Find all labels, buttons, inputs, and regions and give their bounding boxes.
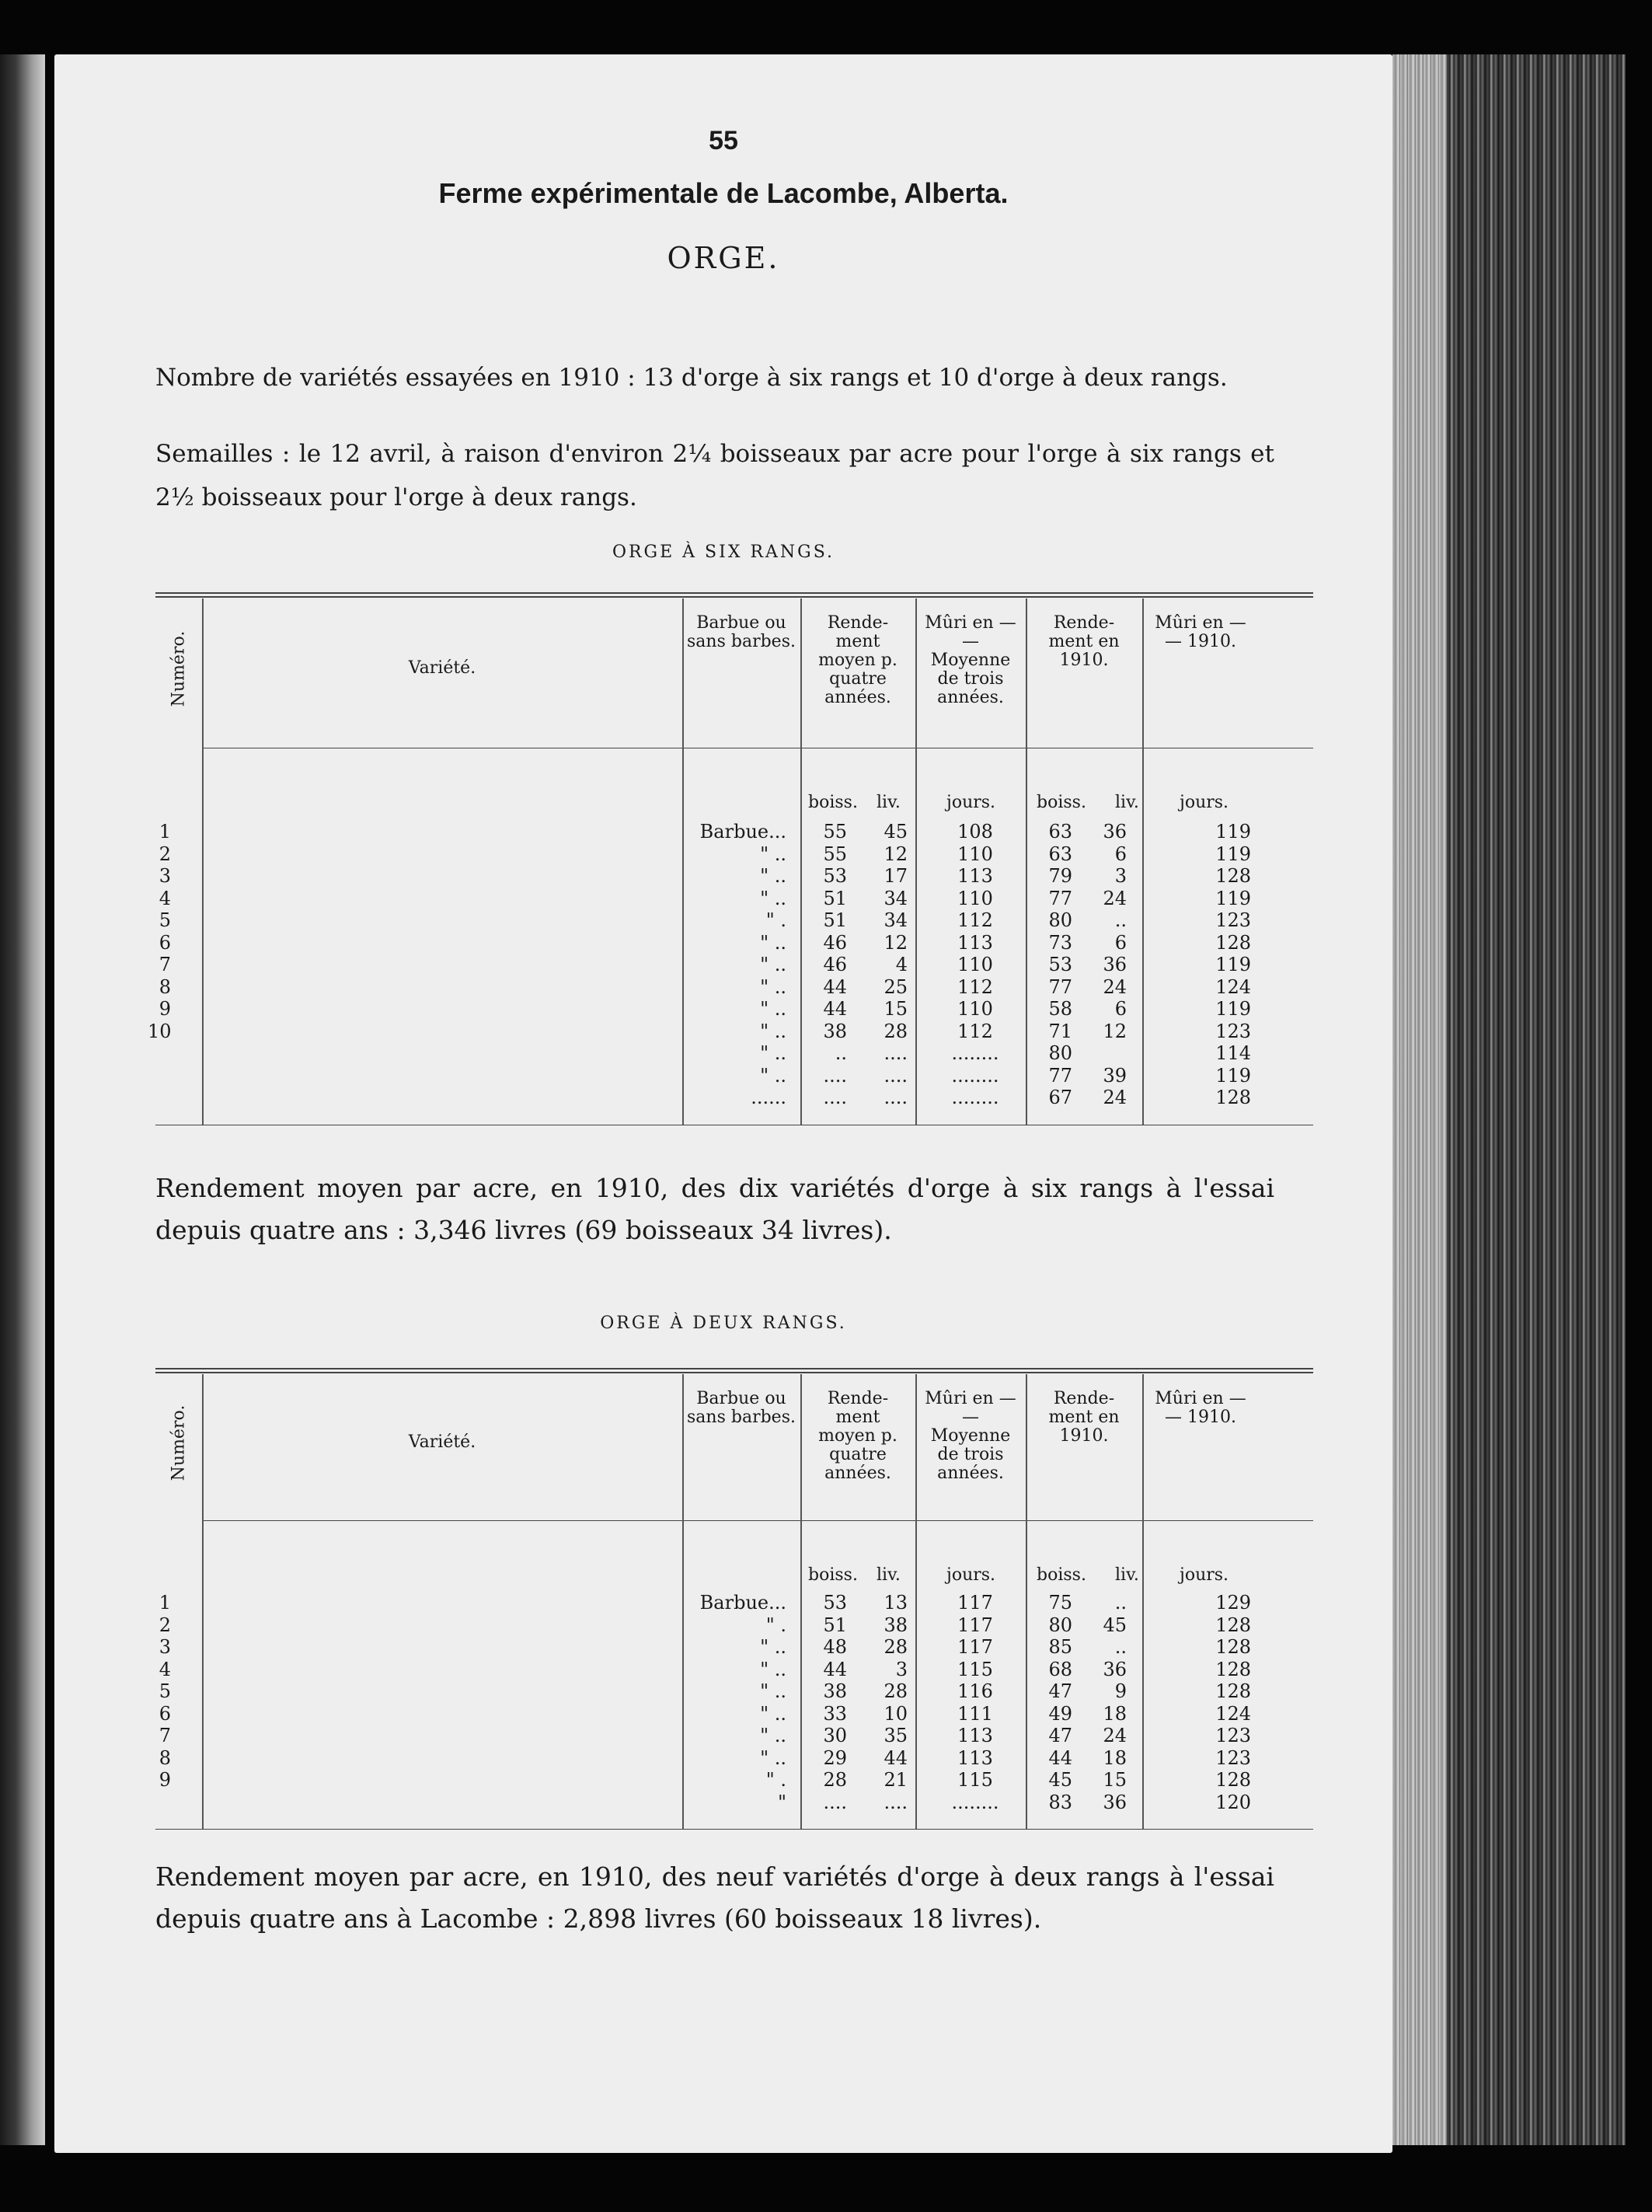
awned-cell: " ..: [760, 843, 786, 865]
row-number: 9: [159, 998, 171, 1020]
avg-maturity-cell: 117: [957, 1614, 993, 1636]
yield-1910-liv-cell: 18: [1103, 1702, 1127, 1725]
row-number: 7: [159, 954, 171, 975]
yield-1910-liv-cell: 36: [1103, 1791, 1127, 1813]
avg-yield-boiss-cell: 38: [823, 1680, 847, 1702]
rendement-moyen-header: Rende- ment moyen p. quatre années.: [818, 613, 897, 707]
muri-moyenne-header: Mûri en — — Moyenne de trois années.: [925, 1389, 1016, 1483]
yield-1910-liv-cell: 39: [1103, 1064, 1127, 1087]
jours-unit: jours.: [946, 1565, 996, 1585]
numero-header: Numéro.: [169, 1404, 189, 1481]
footnote-six-rangs: Rendement moyen par acre, en 1910, des dix variétés d'orge à six rangs à l'essai depuis quatre ans : 3,346 livres (69 boisseaux 34 livres).: [155, 1173, 1274, 1245]
yield-1910-boiss-cell: 71: [1048, 1020, 1072, 1042]
awned-cell: " ..: [760, 954, 786, 975]
awned-cell: ": [777, 1791, 786, 1813]
yield-1910-liv-cell: 18: [1103, 1746, 1127, 1769]
table-row: [54, 1659, 1392, 1680]
avg-yield-liv-cell: 4: [895, 954, 908, 975]
avg-maturity-cell: ........: [951, 1042, 999, 1064]
yield-1910-liv-cell: 9: [1114, 1680, 1127, 1702]
document-page: [54, 54, 1392, 2153]
avg-yield-liv-cell: 15: [884, 998, 908, 1020]
yield-1910-boiss-cell: 63: [1048, 843, 1072, 865]
row-number: 8: [159, 975, 171, 998]
yield-1910-boiss-cell: 83: [1048, 1791, 1072, 1813]
avg-yield-boiss-cell: 55: [823, 821, 847, 843]
row-number: 1: [159, 1592, 171, 1614]
avg-yield-boiss-cell: 30: [823, 1725, 847, 1746]
avg-yield-liv-cell: 13: [884, 1592, 908, 1614]
awned-cell: " ..: [760, 1064, 786, 1087]
avg-yield-boiss-cell: 44: [823, 975, 847, 998]
awned-cell: " ..: [760, 887, 786, 909]
yield-1910-liv-cell: 6: [1114, 998, 1127, 1020]
intro-paragraph-2: Semailles : le 12 avril, à raison d'environ 2¼ boisseaux par acre pour l'orge à six rangs et 2½ boisseaux pour l'orge à deux rangs.: [155, 440, 1274, 511]
yield-1910-boiss-cell: 80: [1048, 1614, 1072, 1636]
barbue-header: Barbue ou sans barbes.: [687, 613, 796, 651]
header-bottom-rule: [202, 1520, 1313, 1521]
avg-yield-boiss-cell: 53: [823, 1592, 847, 1614]
yield-1910-liv-cell: 24: [1103, 1087, 1127, 1108]
maturity-1910-cell: 128: [1215, 1636, 1251, 1658]
maturity-1910-cell: 129: [1215, 1592, 1251, 1614]
awned-cell: " .: [765, 1769, 786, 1791]
yield-1910-liv-cell: 6: [1114, 843, 1127, 865]
avg-yield-boiss-cell: 53: [823, 865, 847, 887]
avg-yield-liv-cell: ....: [884, 1791, 908, 1813]
maturity-1910-cell: 119: [1215, 998, 1251, 1020]
yield-1910-boiss-cell: 47: [1048, 1680, 1072, 1702]
maturity-1910-cell: 124: [1215, 1702, 1251, 1725]
footnote-deux-rangs: Rendement moyen par acre, en 1910, des neuf variétés d'orge à deux rangs à l'essai depuis quatre ans à Lacombe : 2,898 livres (60 boisseaux 18 livres).: [155, 1861, 1274, 1934]
yield-1910-liv-cell: 12: [1103, 1020, 1127, 1042]
avg-yield-liv-cell: ....: [884, 1087, 908, 1108]
avg-yield-boiss-cell: 38: [823, 1020, 847, 1042]
muri-1910-header: Mûri en — — 1910.: [1155, 613, 1246, 651]
boiss-unit: boiss.: [1037, 793, 1086, 812]
yield-1910-liv-cell: ..: [1114, 1636, 1127, 1658]
awned-cell: " ..: [760, 1020, 786, 1042]
row-number: 4: [159, 1658, 171, 1680]
row-number: 1: [159, 821, 171, 843]
liv-unit: liv.: [1115, 1565, 1139, 1585]
liv-unit: liv.: [1115, 793, 1139, 812]
yield-1910-liv-cell: ..: [1114, 909, 1127, 931]
yield-1910-boiss-cell: 49: [1048, 1702, 1072, 1725]
yield-1910-liv-cell: 36: [1103, 821, 1127, 843]
row-number: 5: [159, 1680, 171, 1702]
maturity-1910-cell: 119: [1215, 1064, 1251, 1087]
table-deux-rangs: [54, 54, 1392, 2153]
jours-unit: jours.: [1180, 1565, 1229, 1585]
section-title: ORGE.: [667, 241, 780, 275]
avg-yield-boiss-cell: 44: [823, 1658, 847, 1680]
avg-yield-liv-cell: 34: [884, 909, 908, 931]
avg-yield-boiss-cell: 51: [823, 909, 847, 931]
awned-cell: " ..: [760, 1746, 786, 1769]
table-deux-rangs-title: ORGE À DEUX RANGS.: [600, 1314, 847, 1333]
table-row: [54, 1725, 1392, 1746]
avg-yield-liv-cell: 12: [884, 931, 908, 954]
left-page-edge: [0, 54, 45, 2145]
table-row: [54, 1769, 1392, 1791]
yield-1910-boiss-cell: 75: [1048, 1592, 1072, 1614]
maturity-1910-cell: 120: [1215, 1791, 1251, 1813]
maturity-1910-cell: 128: [1215, 1614, 1251, 1636]
avg-maturity-cell: 110: [957, 954, 993, 975]
maturity-1910-cell: 128: [1215, 1769, 1251, 1791]
avg-yield-liv-cell: ....: [884, 1042, 908, 1064]
table-row: [54, 1792, 1392, 1813]
avg-maturity-cell: 110: [957, 843, 993, 865]
yield-1910-liv-cell: 24: [1103, 975, 1127, 998]
awned-cell: " .: [765, 909, 786, 931]
avg-yield-boiss-cell: 28: [823, 1769, 847, 1791]
yield-1910-boiss-cell: 80: [1048, 909, 1072, 931]
avg-yield-liv-cell: 3: [895, 1658, 908, 1680]
table-row: [54, 1680, 1392, 1702]
maturity-1910-cell: 114: [1215, 1042, 1251, 1064]
muri-1910-header: Mûri en — — 1910.: [1155, 1389, 1246, 1427]
awned-cell: " ..: [760, 865, 786, 887]
maturity-1910-cell: 119: [1215, 887, 1251, 909]
yield-1910-boiss-cell: 68: [1048, 1658, 1072, 1680]
avg-maturity-cell: 110: [957, 998, 993, 1020]
table-bottom-rule: [155, 1829, 1313, 1830]
table-top-rule: [155, 1372, 1313, 1373]
yield-1910-boiss-cell: 77: [1048, 1064, 1072, 1087]
intro-paragraph-1: Nombre de variétés essayées en 1910 : 13 d'orge à six rangs et 10 d'orge à deux rangs.: [155, 364, 1228, 392]
row-number: 7: [159, 1725, 171, 1746]
avg-maturity-cell: 112: [957, 1020, 993, 1042]
maturity-1910-cell: 119: [1215, 954, 1251, 975]
avg-yield-liv-cell: 28: [884, 1020, 908, 1042]
muri-moyenne-header: Mûri en — — Moyenne de trois années.: [925, 613, 1016, 707]
yield-1910-liv-cell: 15: [1103, 1769, 1127, 1791]
row-number: 6: [159, 931, 171, 954]
awned-cell: " ..: [760, 1680, 786, 1702]
avg-yield-boiss-cell: 46: [823, 931, 847, 954]
maturity-1910-cell: 128: [1215, 1680, 1251, 1702]
avg-maturity-cell: 115: [957, 1658, 993, 1680]
row-number: 3: [159, 865, 171, 887]
table-row: [54, 1747, 1392, 1769]
avg-yield-liv-cell: 25: [884, 975, 908, 998]
avg-yield-liv-cell: 28: [884, 1636, 908, 1658]
avg-maturity-cell: ........: [951, 1791, 999, 1813]
boiss-unit: boiss.: [1037, 1565, 1086, 1585]
avg-yield-boiss-cell: 51: [823, 1614, 847, 1636]
yield-1910-boiss-cell: 79: [1048, 865, 1072, 887]
avg-yield-boiss-cell: ....: [823, 1791, 847, 1813]
yield-1910-boiss-cell: 45: [1048, 1769, 1072, 1791]
row-number: 2: [159, 843, 171, 865]
yield-1910-boiss-cell: 67: [1048, 1087, 1072, 1108]
avg-yield-liv-cell: 17: [884, 865, 908, 887]
variete-header: Variété.: [408, 658, 476, 678]
maturity-1910-cell: 123: [1215, 1020, 1251, 1042]
row-number: 9: [159, 1769, 171, 1791]
avg-maturity-cell: 111: [957, 1702, 993, 1725]
avg-yield-liv-cell: 10: [884, 1702, 908, 1725]
awned-cell: " ..: [760, 975, 786, 998]
avg-yield-liv-cell: 44: [884, 1746, 908, 1769]
avg-maturity-cell: 117: [957, 1592, 993, 1614]
avg-yield-boiss-cell: 46: [823, 954, 847, 975]
variete-header: Variété.: [408, 1432, 476, 1452]
awned-cell: " ..: [760, 1702, 786, 1725]
avg-yield-boiss-cell: 51: [823, 887, 847, 909]
row-number: 6: [159, 1702, 171, 1725]
yield-1910-boiss-cell: 58: [1048, 998, 1072, 1020]
yield-1910-boiss-cell: 80: [1048, 1042, 1072, 1064]
yield-1910-liv-cell: 24: [1103, 1725, 1127, 1746]
avg-maturity-cell: ........: [951, 1064, 999, 1087]
boiss-unit: boiss.: [808, 793, 858, 812]
yield-1910-liv-cell: 45: [1103, 1614, 1127, 1636]
maturity-1910-cell: 124: [1215, 975, 1251, 998]
table-row: [54, 1592, 1392, 1614]
yield-1910-boiss-cell: 53: [1048, 954, 1072, 975]
avg-yield-liv-cell: ....: [884, 1064, 908, 1087]
avg-yield-liv-cell: 45: [884, 821, 908, 843]
avg-maturity-cell: 115: [957, 1769, 993, 1791]
avg-yield-liv-cell: 38: [884, 1614, 908, 1636]
table-row: [54, 1636, 1392, 1658]
yield-1910-liv-cell: ..: [1114, 1592, 1127, 1614]
awned-cell: " ..: [760, 998, 786, 1020]
yield-1910-boiss-cell: 77: [1048, 887, 1072, 909]
awned-cell: " ..: [760, 1042, 786, 1064]
avg-maturity-cell: 117: [957, 1636, 993, 1658]
avg-maturity-cell: 112: [957, 975, 993, 998]
yield-1910-boiss-cell: 63: [1048, 821, 1072, 843]
awned-cell: " ..: [760, 931, 786, 954]
maturity-1910-cell: 123: [1215, 1746, 1251, 1769]
rendement-1910-header: Rende- ment en 1910.: [1048, 1389, 1120, 1446]
maturity-1910-cell: 128: [1215, 931, 1251, 954]
awned-cell: Barbue...: [699, 1592, 786, 1614]
avg-yield-boiss-cell: 48: [823, 1636, 847, 1658]
barbue-header: Barbue ou sans barbes.: [687, 1389, 796, 1427]
table-row: [54, 1703, 1392, 1725]
row-number: 8: [159, 1746, 171, 1769]
avg-yield-liv-cell: 12: [884, 843, 908, 865]
maturity-1910-cell: 128: [1215, 1087, 1251, 1108]
row-number: 5: [159, 909, 171, 931]
avg-maturity-cell: 112: [957, 909, 993, 931]
awned-cell: " .: [765, 1614, 786, 1636]
avg-yield-liv-cell: 28: [884, 1680, 908, 1702]
avg-yield-boiss-cell: ....: [823, 1087, 847, 1108]
liv-unit: liv.: [877, 793, 901, 812]
awned-cell: " ..: [760, 1658, 786, 1680]
maturity-1910-cell: 123: [1215, 909, 1251, 931]
boiss-unit: boiss.: [808, 1565, 858, 1585]
page-title: Ferme expérimentale de Lacombe, Alberta.: [438, 177, 1009, 209]
table-row: [54, 1614, 1392, 1636]
yield-1910-liv-cell: 6: [1114, 931, 1127, 954]
yield-1910-liv-cell: 3: [1114, 865, 1127, 887]
avg-yield-boiss-cell: ....: [823, 1064, 847, 1087]
jours-unit: jours.: [1180, 793, 1229, 812]
awned-cell: " ..: [760, 1636, 786, 1658]
avg-yield-boiss-cell: 44: [823, 998, 847, 1020]
maturity-1910-cell: 123: [1215, 1725, 1251, 1746]
avg-yield-liv-cell: 34: [884, 887, 908, 909]
avg-maturity-cell: 110: [957, 887, 993, 909]
avg-yield-boiss-cell: 55: [823, 843, 847, 865]
avg-maturity-cell: 113: [957, 1725, 993, 1746]
awned-cell: Barbue...: [699, 821, 786, 843]
awned-cell: " ..: [760, 1725, 786, 1746]
yield-1910-liv-cell: 24: [1103, 887, 1127, 909]
row-number: 2: [159, 1614, 171, 1636]
avg-maturity-cell: ........: [951, 1087, 999, 1108]
maturity-1910-cell: 128: [1215, 1658, 1251, 1680]
avg-yield-boiss-cell: ..: [835, 1042, 847, 1064]
awned-cell: ......: [751, 1087, 786, 1108]
row-number: 10: [148, 1020, 172, 1042]
yield-1910-boiss-cell: 77: [1048, 975, 1072, 998]
maturity-1910-cell: 119: [1215, 843, 1251, 865]
avg-maturity-cell: 113: [957, 931, 993, 954]
table-six-rangs-title: ORGE À SIX RANGS.: [612, 543, 835, 562]
rendement-moyen-header: Rende- ment moyen p. quatre années.: [818, 1389, 897, 1483]
avg-yield-boiss-cell: 29: [823, 1746, 847, 1769]
row-number: 4: [159, 887, 171, 909]
yield-1910-boiss-cell: 44: [1048, 1746, 1072, 1769]
numero-header: Numéro.: [169, 630, 189, 707]
avg-yield-liv-cell: 35: [884, 1725, 908, 1746]
yield-1910-boiss-cell: 85: [1048, 1636, 1072, 1658]
yield-1910-boiss-cell: 73: [1048, 931, 1072, 954]
table-top-rule: [155, 1368, 1313, 1369]
jours-unit: jours.: [946, 793, 996, 812]
yield-1910-liv-cell: 36: [1103, 954, 1127, 975]
avg-maturity-cell: 116: [957, 1680, 993, 1702]
yield-1910-boiss-cell: 47: [1048, 1725, 1072, 1746]
yield-1910-liv-cell: 36: [1103, 1658, 1127, 1680]
maturity-1910-cell: 119: [1215, 821, 1251, 843]
maturity-1910-cell: 128: [1215, 865, 1251, 887]
avg-maturity-cell: 108: [957, 821, 993, 843]
liv-unit: liv.: [877, 1565, 901, 1585]
rendement-1910-header: Rende- ment en 1910.: [1048, 613, 1120, 670]
avg-yield-liv-cell: 21: [884, 1769, 908, 1791]
avg-maturity-cell: 113: [957, 865, 993, 887]
page-number: 55: [709, 126, 738, 155]
avg-maturity-cell: 113: [957, 1746, 993, 1769]
row-number: 3: [159, 1636, 171, 1658]
book-page-edges: [1392, 54, 1626, 2145]
avg-yield-boiss-cell: 33: [823, 1702, 847, 1725]
